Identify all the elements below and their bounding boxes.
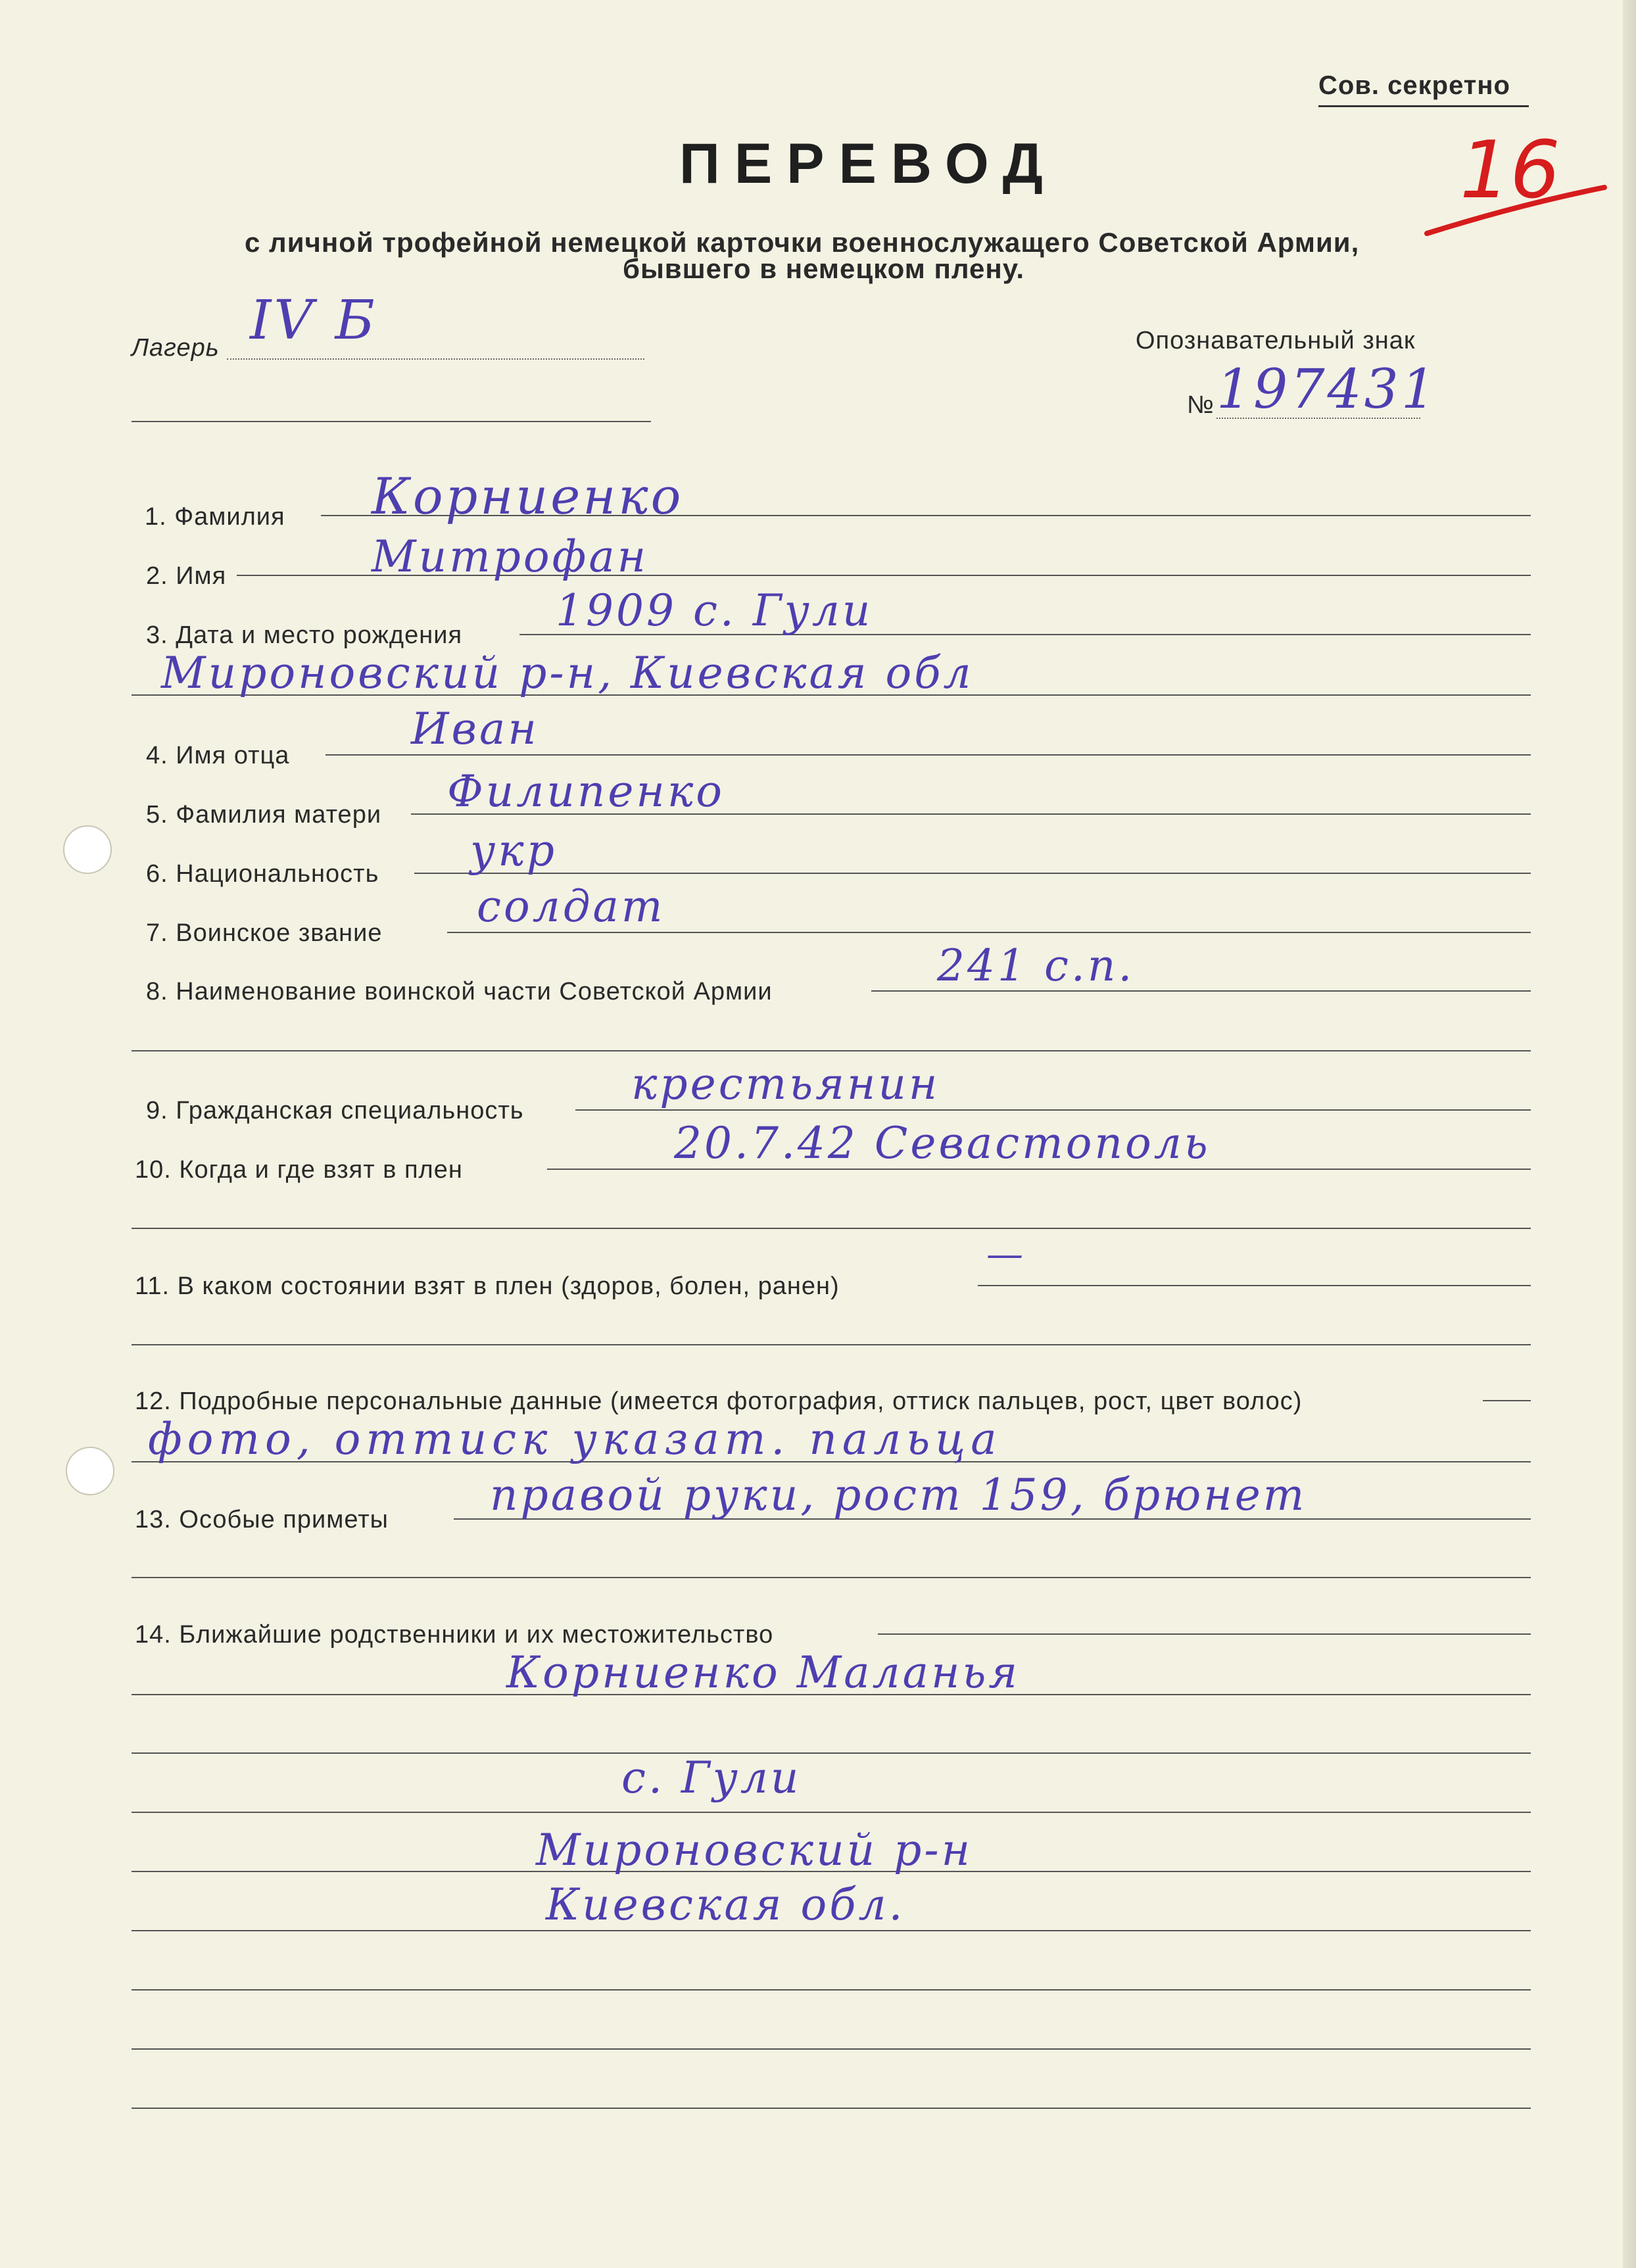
field-10-line-2 <box>132 1228 1531 1229</box>
camp-label: Лагерь <box>132 334 220 362</box>
camp-line-2 <box>132 421 651 422</box>
field-5-value: Филипенко <box>447 766 725 817</box>
field-4-label: 4. Имя отца <box>146 742 290 769</box>
field-12-line <box>1483 1400 1531 1401</box>
id-tag-number-prefix: № <box>1187 391 1215 419</box>
field-5-label: 5. Фамилия матери <box>146 801 382 829</box>
field-12-label: 12. Подробные персональные данные (имеется фотография, оттиск пальцев, рост, цвет волос) <box>135 1387 1303 1415</box>
punch-hole-bottom <box>66 1447 114 1495</box>
field-14-line-9 <box>132 2108 1531 2109</box>
subtitle-line-2: бывшего в немецком плену. <box>623 253 1025 284</box>
field-8-line-2 <box>132 1050 1531 1051</box>
id-tag-value: 197431 <box>1216 358 1439 421</box>
subtitle-line-1: с личной трофейной немецкой карточки военнослужащего Советской Армии, <box>245 227 1360 258</box>
punch-hole-top <box>63 825 112 874</box>
field-3-value-cont: Мироновский р-н, Киевская обл <box>161 648 974 698</box>
field-14-line-6 <box>132 1930 1531 1931</box>
field-14-value-line-1: Корниенко Маланья <box>506 1647 1021 1698</box>
field-11-label: 11. В каком состоянии взят в плен (здоров, болен, ранен) <box>135 1272 840 1300</box>
field-14-line-4 <box>132 1812 1531 1813</box>
field-6-value: укр <box>470 825 557 876</box>
field-1-label: 1. Фамилия <box>145 503 285 531</box>
document-title: ПЕРЕВОД <box>679 132 1057 195</box>
field-14-line <box>878 1633 1531 1635</box>
id-tag-label: Опознавательный знак <box>1136 327 1416 354</box>
field-4-line <box>325 754 1531 756</box>
field-14-value-line-2: с. Гули <box>621 1752 802 1803</box>
camp-line <box>227 358 644 360</box>
page-number-underline <box>1414 171 1611 250</box>
field-9-label: 9. Гражданская специальность <box>146 1097 524 1124</box>
field-14-value-line-3: Мироновский р-н <box>536 1825 973 1875</box>
field-3-value: 1909 с. Гули <box>556 585 873 636</box>
page-number-handwritten: 16 <box>1460 125 1560 216</box>
field-12-value: фото, оттиск указат. пальца <box>148 1414 1002 1464</box>
field-11-line <box>978 1285 1531 1286</box>
field-10-label: 10. Когда и где взят в плен <box>135 1156 463 1184</box>
field-2-label: 2. Имя <box>146 562 227 590</box>
field-6-label: 6. Национальность <box>146 860 379 888</box>
classification-underline <box>1318 105 1529 107</box>
field-14-line-7 <box>132 1989 1531 1991</box>
field-14-line-3 <box>132 1752 1531 1754</box>
field-14-line-8 <box>132 2048 1531 2050</box>
field-11-line-2 <box>132 1344 1531 1345</box>
field-13-label: 13. Особые приметы <box>135 1506 389 1533</box>
field-7-line <box>447 932 1531 933</box>
field-8-value: 241 с.п. <box>937 940 1135 991</box>
field-6-line <box>414 873 1531 874</box>
field-13-value: правой руки, рост 159, брюнет <box>490 1470 1307 1520</box>
field-9-value: крестьянин <box>631 1059 940 1109</box>
field-4-value: Иван <box>411 704 539 754</box>
field-8-label: 8. Наименование воинской части Советской Армии <box>146 978 773 1005</box>
field-2-value: Митрофан <box>372 531 649 582</box>
field-3-label: 3. Дата и место рождения <box>146 621 463 649</box>
classification-stamp: Сов. секретно <box>1318 71 1510 100</box>
camp-value: IV Б <box>250 289 377 352</box>
field-10-line <box>547 1169 1531 1170</box>
field-1-value: Корниенко <box>372 467 684 525</box>
field-7-value: солдат <box>477 881 665 932</box>
field-7-label: 7. Воинское звание <box>146 919 383 947</box>
field-14-label: 14. Ближайшие родственники и их местожительство <box>135 1621 774 1649</box>
field-9-line <box>575 1109 1531 1111</box>
field-14-value-line-4: Киевская обл. <box>546 1879 905 1930</box>
field-10-value: 20.7.42 Севастополь <box>674 1118 1211 1169</box>
field-11-value: — <box>986 1233 1026 1276</box>
field-13-line-2 <box>132 1577 1531 1578</box>
